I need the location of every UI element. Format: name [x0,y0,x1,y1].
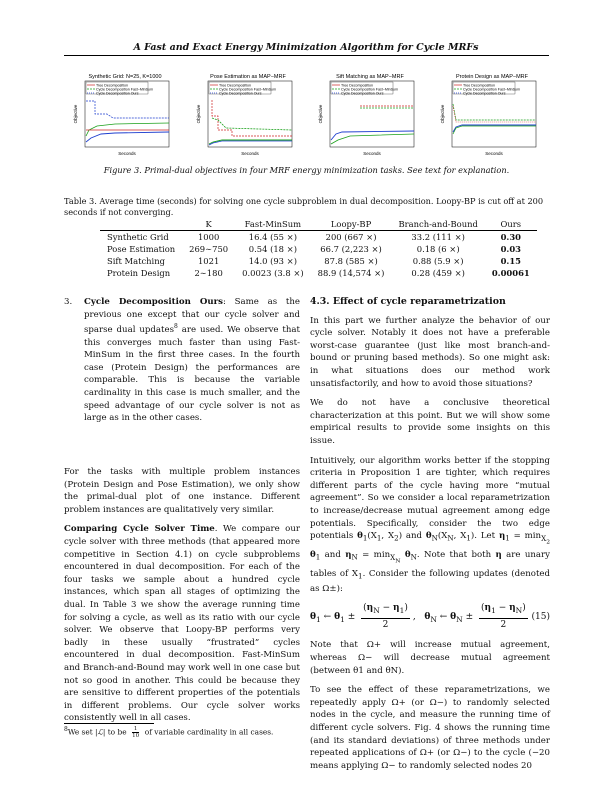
paragraph-heading: Comparing Cycle Solver Time [64,524,215,535]
paragraph-text: Intuitively, our algorithm works better if the stopping criteria in Proposition 1 are tighter, which requires different parts of the cycle having more “mutual agreement”. So we consider a local reparametrization to increase/decrease mutual agreement among edge potentials. Specifically, consider the two edge potentials [310,455,550,542]
table-cell: 0.88 (5.9 ×) [412,256,464,266]
left-column-top [64,296,300,425]
paragraph-text: (X [367,531,377,542]
list-number: 3. [64,297,73,307]
legend-fastminsum: Cycle Decomposition Fast−MinSum [341,87,399,92]
paragraph: To see the effect of these reparametrizations, we repeatedly apply Ω+ (or Ω−) to randomly selected nodes in the cycle, and measure the running time of different cycle solvers. Fig. 4 shows the running time (and its standard deviations) of three methods under repeated applications of Ω+ (or Ω−) to the cycle (−20 means applying Ω− to randomly selected nodes 20 [310,685,550,771]
table-cell: 0.30 [500,232,521,242]
running-title: A Fast and Exact Energy Minimization Algorithm for Cycle MRFs [133,42,479,53]
legend-ours: Cycle Decomposition Ours [219,91,262,96]
footnote-number: 8 [64,726,68,734]
table-row [100,243,537,255]
paragraph-text: (X [437,531,448,542]
table-cell: Protein Design [107,268,171,278]
paragraph-text: . Note that both [416,549,496,560]
footnote-mark: 8 [174,323,178,331]
plot-title: Protein Design as MAP−MRF [456,74,528,80]
plot-sift-matching [310,70,420,160]
footnote-fraction [132,726,140,739]
fraction-denominator: 10 [132,733,140,739]
table-cell: 269∼750 [189,244,229,254]
paragraph: Note that Ω+ will increase mutual agreement, whereas Ω− will decrease mutual agreement (between θ1 and θN). [310,640,550,676]
table-cell: Sift Matching [107,256,165,266]
plot-protein-design [432,70,542,160]
paragraph-text: = min [357,549,391,560]
plot-xlabel: Seconds [363,151,381,156]
table-cell: 14.0 (93 ×) [248,256,297,266]
item-heading: Cycle Decomposition Ours [84,297,223,307]
paragraph [64,523,300,725]
table-cell: 0.00061 [491,268,530,278]
legend-tree: Tree Decomposition [219,83,252,88]
figure-caption: Figure 3. Primal-dual objectives in four MRF energy minimization tasks. See text for explanation. [103,165,510,175]
paragraph-text: ). Let [470,531,499,542]
table-cell: 200 (667 ×) [325,232,377,242]
table-header: K [182,218,235,231]
fraction-numerator: 1 [133,726,138,732]
paragraph: Intuitively, our algorithm works better if the stopping criteria in Proposition 1 are tighter, which requires different parts of the cycle having more “mutual agreement”. So we consider a local reparametrization to increase/decrease mutual agreement among edge potentials. Specifically, consider the two edge potentials $\theta_1(X_1$, $X_2$) and $\theta_N(X_N$, $X_1$). Let $\eta_1 = \min_{X_2} \theta_1$ and $\eta_N = \min_{X_N} \theta_N$. Note that both η are unary tables of $X_1$. Consider the following updates (denoted as Ω±): [310,455,551,594]
footnote-symbol: ℒ [97,727,103,737]
table-cell: 0.0023 (3.8 ×) [242,268,304,278]
plot-title: Pose Estimation as MAP−MRF [210,74,286,80]
table-cell: 0.15 [500,256,521,266]
table-3 [100,218,537,279]
legend-tree: Tree Decomposition [96,83,129,88]
table-cell: 2∼180 [194,268,223,278]
legend-fastminsum: Cycle Decomposition Fast−MinSum [463,87,521,92]
paragraph: In this part we further analyze the behavior of our cycle solver. Notably it does not have a preferable worst-case guarantee (just like most branch-and-bound or pruning based methods). So one might ask: in what situations does our method work unsatisfactorily, and how to avoid those situations? [310,315,550,389]
legend-fastminsum: Cycle Decomposition Fast−MinSum [219,87,277,92]
plot-xlabel: Seconds [118,151,136,156]
paragraph-text: are unary tables of X [310,549,551,579]
table-cell: 0.03 [500,244,521,254]
footnote-text: of variable cardinality in all cases. [142,727,274,737]
footnote-text: | to be [102,727,129,737]
paragraph-text: and [320,549,346,560]
item-text: : Same as the previous one except that our cycle solver and sparse dual updates [84,297,300,336]
table-caption: Table 3. Average time (seconds) for solving one cycle subproblem in dual decomposition. Loopy-BP is cut off at 200 seconds if not converging. [64,196,544,217]
paragraph-text: . We compare our cycle solver with three methods (that appeared more competitive in Section 4.1) on cycle subproblems encountered in dual decomposition. For each of the four tasks we sample about a hundred cycle instances, which span all stages of optimizing the dual. In Table 3 we show the average running time for solving a cycle, as well as its ratio with our cycle solver. We observe that Loopy-BP performs very badly in these usually “frustrated” cycles encountered in dual decomposition. Fast-MinSum and Branch-and-Bound may work well in one case but not so good in another. This could be because they are sensitive to different properties of the potentials in different problems. Our cycle solver works consistently well in all cases. [64,524,300,724]
table-cell: Pose Estimation [107,244,176,254]
table-header: Ours [485,218,537,231]
paragraph: We do not have a conclusive theoretical characterization at this point. But we will show some empirical results to provide some insights on this issue. [310,398,550,446]
table-cell: 66.7 (2,223 ×) [320,244,382,254]
plot-ylabel: Objective [196,104,201,124]
legend-ours: Cycle Decomposition Ours [463,91,506,96]
right-column [310,296,550,779]
equation-body: $\theta_1$ ← $\theta_1$ ± $\frac{(\eta_N - \eta_1)}{2}$ , $\theta_N$ ← $\theta_N$ ± $\frac{(\eta_1 - \eta_N)}{2}$ [310,603,526,630]
list-text [84,296,300,425]
table-header: Branch-and-Bound [391,218,484,231]
list-item [64,296,300,425]
plot-xlabel: Seconds [485,151,503,156]
legend-tree: Tree Decomposition [341,83,374,88]
table-cell: 1000 [197,232,220,242]
table-row [100,255,537,267]
table-cell: 0.28 (459 ×) [411,268,465,278]
table-header: Fast-MinSum [235,218,311,231]
equation-number: (15) [531,611,550,622]
legend-tree: Tree Decomposition [463,83,496,88]
table-cell: 87.8 (585 ×) [324,256,378,266]
footnote-text: We set | [67,727,98,737]
plot-ylabel: Objective [73,104,78,124]
legend-fastminsum: Cycle Decomposition Fast−MinSum [96,87,154,92]
paragraph-text: , X [381,531,395,542]
section-heading: 4.3. Effect of cycle reparametrization [310,296,506,307]
footnote-rule [64,723,154,724]
footnote [64,726,300,739]
figure-3 [60,70,552,160]
paragraph-text: . Consider the following updates (denoted as Ω±): [310,568,550,594]
plot-title: Synthetic Grid: N=25, K=1000 [88,74,162,80]
paragraph-text: , X [453,531,467,542]
header-rule [64,55,549,56]
table-header: Loopy-BP [311,218,392,231]
equation-15 [310,602,550,631]
table-header [100,218,182,231]
table-row [100,267,537,279]
table-cell: 16.4 (55 ×) [248,232,297,242]
plot-title: Sift Matching as MAP−MRF [336,74,404,80]
plot-ylabel: Objective [440,104,445,124]
left-column-bottom [64,466,300,732]
table-cell: 33.2 (111 ×) [411,232,465,242]
plot-pose-estimation [188,70,298,160]
table-cell: 1021 [197,256,220,266]
table-cell: 0.18 (6 ×) [416,244,460,254]
paragraph-text: = min [509,531,542,542]
table-row [100,231,537,244]
plot-synthetic-grid [65,70,175,160]
plot-xlabel: Seconds [241,151,259,156]
legend-ours: Cycle Decomposition Ours [96,91,139,96]
table-cell: 0.54 (18 ×) [248,244,297,254]
legend-ours: Cycle Decomposition Ours [341,91,384,96]
table-cell: 88.9 (14,574 ×) [317,268,385,278]
item-text: are used. We observe that this converges much faster than using Fast-MinSum in the first three cases. In the fourth case (Protein Design) the performances are comparable. This is because the variable cardinality in this case is much smaller, and the speed advantage of our cycle solver is not as large as in the other cases. [84,325,300,424]
table-cell: Synthetic Grid [107,232,169,242]
plot-ylabel: Objective [318,104,323,124]
paragraph-text: ) and [398,531,426,542]
paragraph: For the tasks with multiple problem instances (Protein Design and Pose Estimation), we only show the primal-dual plot of one instance. Different problem instances are qualitatively very similar. [64,467,300,515]
table-header-row [100,218,537,231]
